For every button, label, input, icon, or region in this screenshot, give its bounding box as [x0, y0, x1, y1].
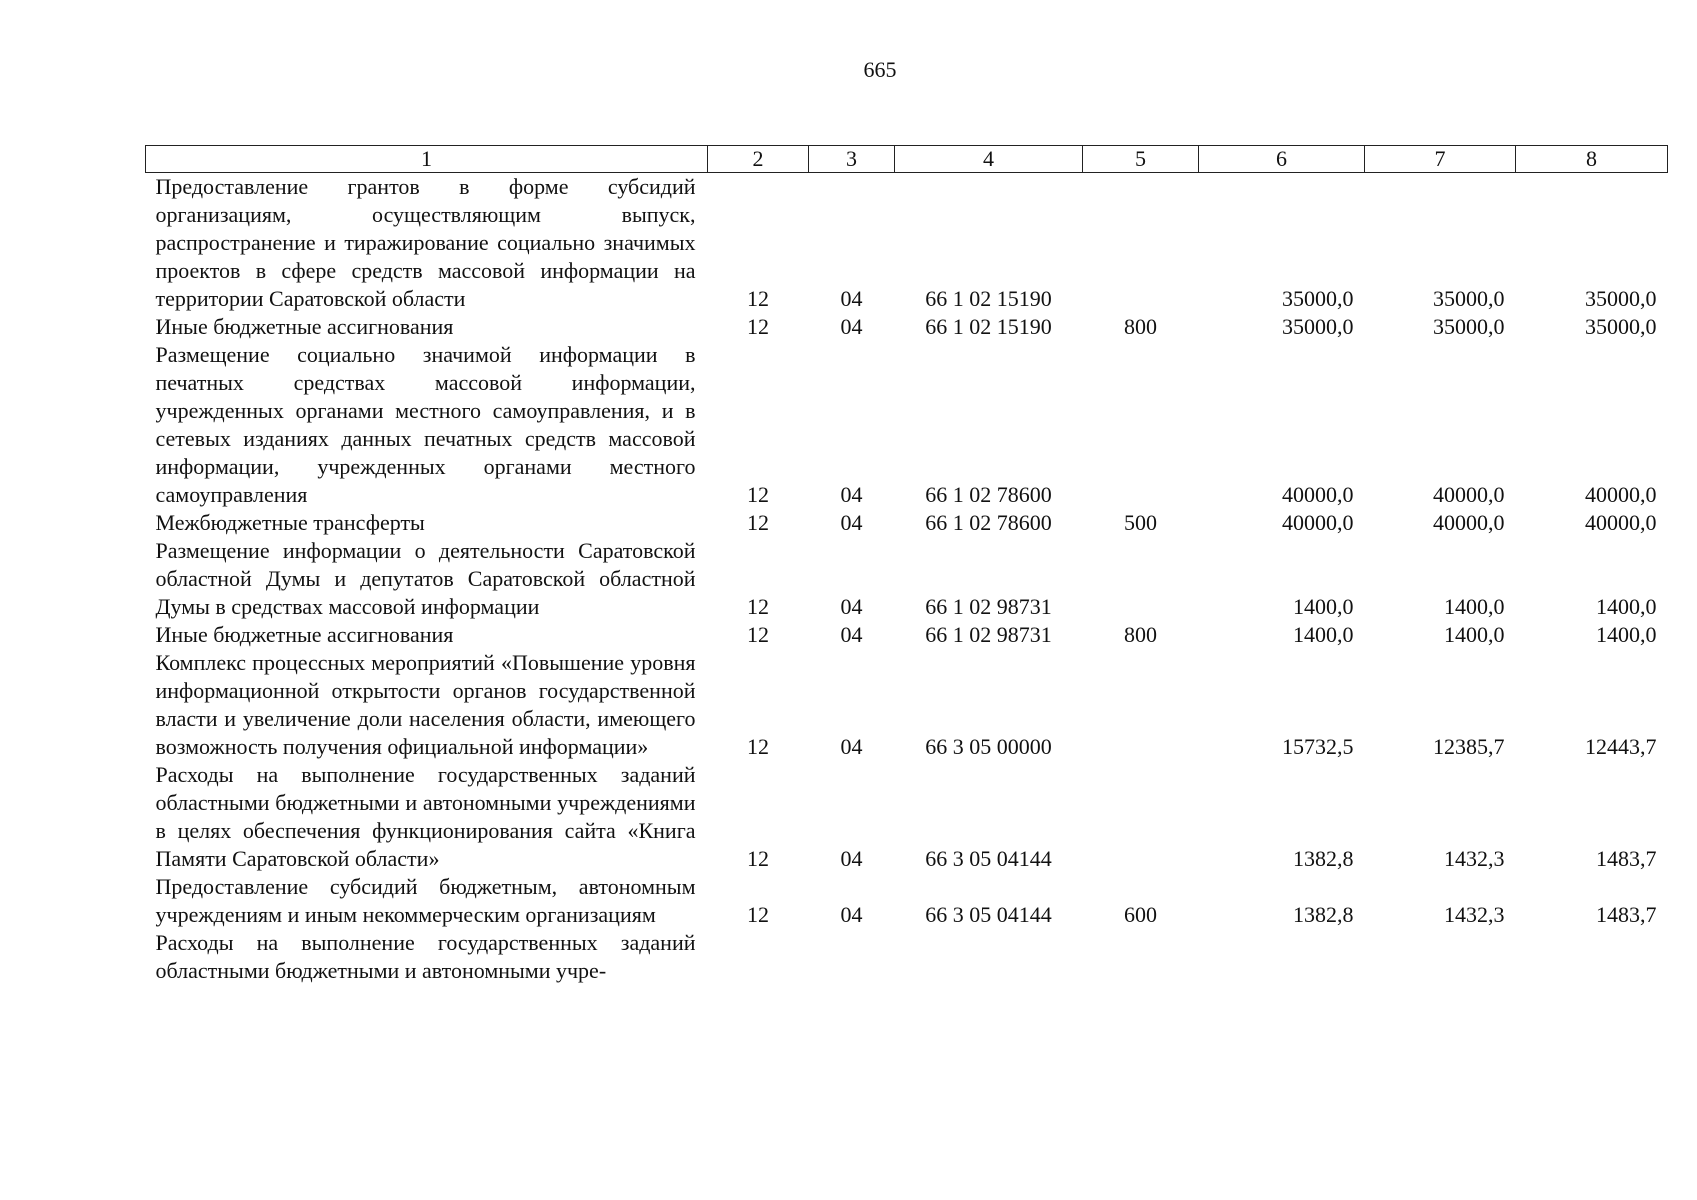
- cell-amount-col7: 40000,0: [1433, 482, 1505, 507]
- cell-target-article: 66 1 02 15190: [925, 314, 1052, 339]
- cell-amount-col6: 1382,8: [1293, 902, 1354, 927]
- cell-section: 12: [747, 846, 769, 871]
- cell-section: 12: [747, 622, 769, 647]
- cell-amount-col7: [1365, 929, 1516, 985]
- cell-subsection: 04: [840, 314, 863, 339]
- row-name: Размещение социально значимой информации в печатных средствах массовой информации, учрежденных органами местного самоуправления, и в сетевых изданиях данных печатных средств массовой информации, учрежденных органами местного самоуправления: [155, 342, 696, 507]
- cell-amount-col7: 1400,0: [1444, 594, 1505, 619]
- cell-section: 12: [747, 734, 769, 759]
- cell-amount-col7: 35000,0: [1433, 314, 1505, 339]
- row-name: Предоставление грантов в форме субсидий организациям, осуществляющим выпуск, распространение и тиражирование социально значимых проектов в сфере средств массовой информации на территории Саратовской области: [155, 174, 696, 311]
- cell-amount-col6: 40000,0: [1282, 510, 1354, 535]
- cell-subsection: 04: [840, 846, 863, 871]
- column-header-6: 6: [1199, 146, 1365, 173]
- cell-amount-col7: 12385,7: [1433, 734, 1505, 759]
- cell-target-article: 66 1 02 98731: [925, 594, 1052, 619]
- page-number: 665: [863, 57, 897, 82]
- header-row: [146, 146, 1668, 173]
- table-row: [146, 509, 1668, 537]
- cell-target-article: 66 1 02 78600: [925, 510, 1052, 535]
- cell-subsection: 04: [840, 622, 863, 647]
- cell-amount-col8: 1483,7: [1596, 846, 1657, 871]
- column-header-5: 5: [1083, 146, 1199, 173]
- column-header-3: 3: [809, 146, 895, 173]
- cell-section: 12: [747, 594, 769, 619]
- budget-table: [145, 145, 1668, 985]
- table-row: [146, 341, 1668, 509]
- row-name: Комплекс процессных мероприятий «Повышение уровня информационной открытости органов государственной власти и увеличение доли населения области, имеющего возможность получения официальной информации»: [155, 650, 696, 759]
- row-name: Межбюджетные трансферты: [155, 510, 425, 535]
- cell-amount-col6: 15732,5: [1282, 734, 1354, 759]
- cell-subsection: 04: [840, 594, 863, 619]
- cell-subsection: [809, 929, 895, 985]
- cell-amount-col6: 1382,8: [1293, 846, 1354, 871]
- table-row: [146, 537, 1668, 621]
- cell-section: [708, 929, 809, 985]
- table-body: [146, 173, 1668, 986]
- cell-amount-col6: 1400,0: [1293, 622, 1354, 647]
- cell-subsection: 04: [840, 482, 863, 507]
- cell-amount-col6: 40000,0: [1282, 482, 1354, 507]
- cell-amount-col8: 1400,0: [1596, 622, 1657, 647]
- cell-amount-col8: 40000,0: [1585, 482, 1657, 507]
- cell-expense-type: 500: [1124, 510, 1157, 535]
- table-row: [146, 173, 1668, 314]
- cell-subsection: 04: [840, 510, 863, 535]
- cell-section: 12: [747, 286, 769, 311]
- row-name: Иные бюджетные ассигнования: [155, 314, 454, 339]
- cell-subsection: 04: [840, 902, 863, 927]
- row-name: Предоставление субсидий бюджетным, автономным учреждениям и иным некоммерческим организациям: [155, 874, 696, 927]
- cell-amount-col6: [1199, 929, 1365, 985]
- table-row: [146, 649, 1668, 761]
- cell-amount-col8: 40000,0: [1585, 510, 1657, 535]
- cell-target-article: 66 1 02 98731: [925, 622, 1052, 647]
- table-row: [146, 929, 1668, 985]
- cell-subsection: 04: [840, 286, 863, 311]
- cell-amount-col7: 1432,3: [1444, 846, 1505, 871]
- cell-section: 12: [747, 510, 769, 535]
- cell-amount-col7: 1432,3: [1444, 902, 1505, 927]
- cell-amount-col8: 1400,0: [1596, 594, 1657, 619]
- table-row: [146, 621, 1668, 649]
- cell-target-article: 66 1 02 15190: [925, 286, 1052, 311]
- cell-amount-col7: 1400,0: [1444, 622, 1505, 647]
- cell-section: 12: [747, 314, 769, 339]
- cell-amount-col6: 1400,0: [1293, 594, 1354, 619]
- table-row: [146, 313, 1668, 341]
- cell-expense-type: [1083, 341, 1199, 509]
- cell-expense-type: [1083, 173, 1199, 314]
- cell-expense-type: [1083, 649, 1199, 761]
- cell-amount-col8: [1516, 929, 1668, 985]
- table-header: [146, 146, 1668, 173]
- cell-expense-type: [1083, 929, 1199, 985]
- cell-section: 12: [747, 902, 769, 927]
- cell-expense-type: [1083, 761, 1199, 873]
- cell-target-article: 66 3 05 04144: [925, 846, 1052, 871]
- column-header-8: 8: [1516, 146, 1668, 173]
- column-header-7: 7: [1365, 146, 1516, 173]
- cell-amount-col8: 35000,0: [1585, 286, 1657, 311]
- cell-amount-col7: 40000,0: [1433, 510, 1505, 535]
- cell-expense-type: [1083, 537, 1199, 621]
- column-header-2: 2: [708, 146, 809, 173]
- row-name: Размещение информации о деятельности Саратовской областной Думы и депутатов Саратовской областной Думы в средствах массовой информации: [155, 538, 696, 619]
- cell-amount-col6: 35000,0: [1282, 286, 1354, 311]
- cell-target-article: 66 3 05 00000: [925, 734, 1052, 759]
- table-row: [146, 761, 1668, 873]
- cell-section: 12: [747, 482, 769, 507]
- cell-expense-type: 600: [1124, 902, 1157, 927]
- cell-target-article: 66 3 05 04144: [925, 902, 1052, 927]
- cell-amount-col7: 35000,0: [1433, 286, 1505, 311]
- column-header-1: 1: [146, 146, 708, 173]
- cell-amount-col6: 35000,0: [1282, 314, 1354, 339]
- cell-subsection: 04: [840, 734, 863, 759]
- row-name: Расходы на выполнение государственных заданий областными бюджетными и автономными учреждениями в целях обеспечения функционирования сайта «Книга Памяти Саратовской области»: [155, 762, 696, 871]
- cell-target-article: [895, 929, 1083, 985]
- cell-target-article: 66 1 02 78600: [925, 482, 1052, 507]
- column-header-4: 4: [895, 146, 1083, 173]
- cell-amount-col8: 35000,0: [1585, 314, 1657, 339]
- cell-amount-col8: 1483,7: [1596, 902, 1657, 927]
- table-row: [146, 873, 1668, 929]
- row-name: Расходы на выполнение государственных заданий областными бюджетными и автономными учре-: [155, 930, 696, 983]
- row-name: Иные бюджетные ассигнования: [155, 622, 454, 647]
- cell-expense-type: 800: [1124, 314, 1157, 339]
- cell-amount-col8: 12443,7: [1585, 734, 1657, 759]
- cell-expense-type: 800: [1124, 622, 1157, 647]
